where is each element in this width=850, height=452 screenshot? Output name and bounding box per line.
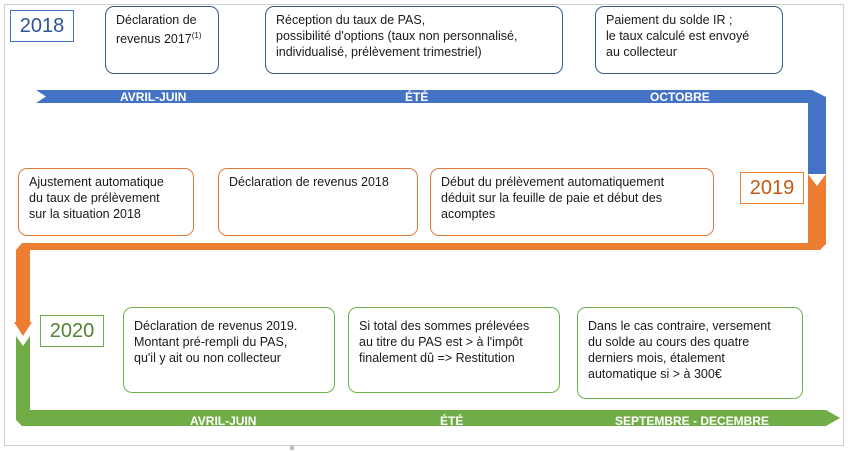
step-paiement-solde-ir: Paiement du solde IR ; le taux calculé est envoyé au collecteur <box>595 6 783 74</box>
year-label-2018: 2018 <box>10 10 74 42</box>
step-declaration-2017-line1: Déclaration de <box>116 13 197 27</box>
step-debut-prelevement: Début du prélèvement automatiquement déduit sur la feuille de paie et début des acomptes <box>430 168 714 236</box>
arrow-down-2019 <box>14 322 32 336</box>
step-versement-solde: Dans le cas contraire, versement du solde au cours des quatre derniers mois, étalement automatique si > à 300€ <box>577 307 803 399</box>
step-declaration-2017-line2: revenus 2017 <box>116 32 192 47</box>
year-label-2020: 2020 <box>40 315 104 347</box>
arrow-notch-2019 <box>808 174 826 188</box>
step-declaration-2018: Déclaration de revenus 2018 <box>218 168 418 236</box>
period-label-ete-2018: ÉTÉ <box>405 90 429 104</box>
period-label-avril-juin-2018: AVRIL-JUIN <box>120 90 187 104</box>
period-label-septembre-decembre-2020: SEPTEMBRE - DECEMBRE <box>615 414 770 428</box>
period-label-septembre-2019: SEPTEMBRE <box>60 249 135 263</box>
step-reception-taux-pas: Réception du taux de PAS, possibilité d'options (taux non personnalisé, individualisé, prélèvement trimestriel) <box>265 6 563 74</box>
step-declaration-2017 <box>105 6 219 74</box>
period-label-avril-juin-2020: AVRIL-JUIN <box>190 414 257 428</box>
period-label-ete-2020: ÉTÉ <box>440 414 464 428</box>
period-label-octobre-2018: OCTOBRE <box>650 90 710 104</box>
period-label-janvier-2019: JANVIER <box>540 251 593 265</box>
year-label-2019: 2019 <box>740 172 804 204</box>
footnote-marker: (1) <box>191 31 202 40</box>
step-ajustement-automatique: Ajustement automatique du taux de prélèvement sur la situation 2018 <box>18 168 194 236</box>
step-restitution: Si total des sommes prélevées au titre du PAS est > à l'impôt finalement dû => Restitution <box>348 307 560 393</box>
period-label-avril-juin-2019: AVRIL-JUIN <box>275 251 342 265</box>
step-declaration-2019: Déclaration de revenus 2019. Montant pré-rempli du PAS, qu'il y ait ou non collecteur <box>123 307 335 393</box>
scroll-marker <box>290 446 294 450</box>
